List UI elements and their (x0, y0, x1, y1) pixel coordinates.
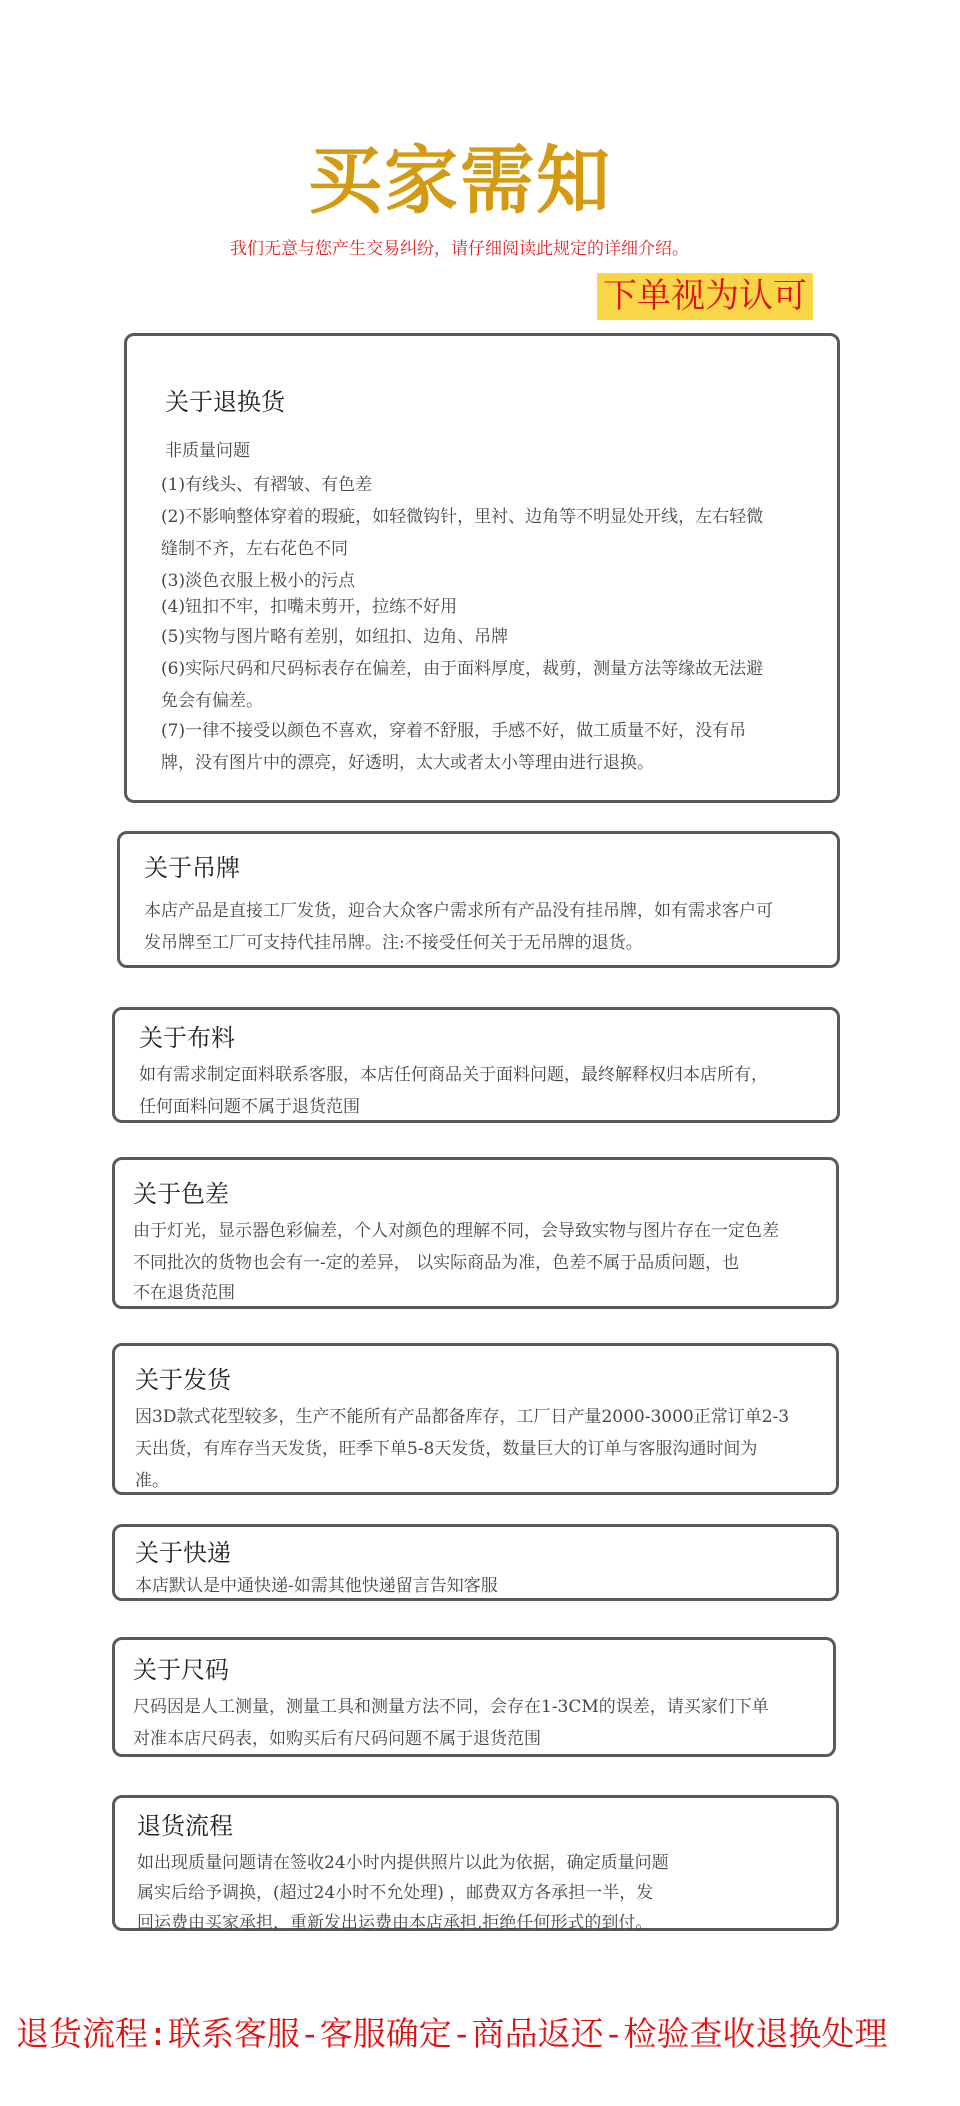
section-line: 发吊牌至工厂可支持代挂吊牌。注:不接受任何关于无吊牌的退货。 (144, 933, 643, 953)
page-title: 买家需知 (308, 138, 612, 224)
section-fabric (112, 1007, 840, 1123)
section-title: 关于退换货 (165, 388, 285, 416)
section-line: 本店默认是中通快递-如需其他快递留言告知客服 (135, 1576, 498, 1596)
section-line: 尺码因是人工测量，测量工具和测量方法不同，会存在1-3CM的误差，请买家们下单 (133, 1697, 769, 1717)
return-flow-banner: 退货流程:联系客服-客服确定-商品返还-检验查收退换处理 (16, 2014, 888, 2053)
order-acceptance-badge: 下单视为认可 (597, 273, 813, 320)
section-line: 如出现质量问题请在签收24小时内提供照片以此为依据，确定质量问题 (137, 1853, 669, 1873)
section-title: 关于快递 (135, 1539, 231, 1567)
section-line: 免会有偏差。 (161, 691, 263, 711)
section-line: (2)不影响整体穿着的瑕疵，如轻微钩针，里衬、边角等不明显处开线，左右轻微 (161, 507, 764, 527)
section-courier (112, 1524, 839, 1601)
section-subtitle: 非质量问题 (165, 441, 250, 461)
section-line: 准。 (135, 1471, 169, 1491)
section-title: 关于尺码 (133, 1656, 229, 1684)
section-line: (1)有线头、有褶皱、有色差 (161, 475, 373, 495)
section-title: 关于吊牌 (144, 854, 240, 882)
section-line: 天出货，有库存当天发货，旺季下单5-8天发货，数量巨大的订单与客服沟通时间为 (135, 1439, 758, 1459)
section-line: 如有需求制定面料联系客服，本店任何商品关于面料问题，最终解释权归本店所有， (139, 1065, 768, 1085)
section-returns (124, 333, 840, 803)
section-title: 退货流程 (137, 1812, 233, 1840)
section-line: (3)淡色衣服上极小的污点 (161, 571, 356, 591)
section-return-process (112, 1795, 839, 1931)
section-title: 关于发货 (135, 1366, 231, 1394)
section-line: 不同批次的货物也会有一-定的差异， 以实际商品为准，色差不属于品质问题，也 (133, 1253, 740, 1273)
section-line: (5)实物与图片略有差别，如纽扣、边角、吊牌 (161, 627, 509, 647)
section-tags (117, 831, 840, 968)
section-line: (4)钮扣不牢，扣嘴未剪开，拉练不好用 (161, 597, 458, 617)
section-title: 关于色差 (133, 1180, 229, 1208)
section-line: 不在退货范围 (133, 1283, 235, 1303)
section-line: 因3D款式花型较多，生产不能所有产品都备库存，工厂日产量2000-3000正常订单2-3 (135, 1407, 790, 1427)
section-line: 回运费由买家承担，重新发出运费由本店承担,拒绝任何形式的到付。 (137, 1913, 653, 1933)
section-color-difference (112, 1157, 839, 1309)
section-line: 任何面料问题不属于退货范围 (139, 1097, 360, 1117)
section-line: (6)实际尺码和尺码标表存在偏差，由于面料厚度，裁剪，测量方法等缘故无法避 (161, 659, 764, 679)
section-line: 由于灯光，显示器色彩偏差，个人对颜色的理解不同，会导致实物与图片存在一定色差 (133, 1221, 779, 1241)
section-line: 本店产品是直接工厂发货，迎合大众客户需求所有产品没有挂吊牌，如有需求客户可 (144, 901, 773, 921)
notice-text: 我们无意与您产生交易纠纷，请仔细阅读此规定的详细介绍。 (230, 239, 689, 259)
section-line: 属实后给予调换，(超过24小时不允处理) ，邮费双方各承担一半，发 (137, 1883, 654, 1903)
section-size (112, 1637, 836, 1757)
section-line: 缝制不齐，左右花色不同 (161, 539, 348, 559)
section-title: 关于布料 (139, 1024, 235, 1052)
section-shipping (112, 1343, 839, 1495)
section-line: (7)一律不接受以颜色不喜欢，穿着不舒服，手感不好，做工质量不好，没有吊 (161, 721, 747, 741)
section-line: 对准本店尺码表，如购买后有尺码问题不属于退货范围 (133, 1729, 541, 1749)
section-line: 牌，没有图片中的漂亮，好透明，太大或者太小等理由进行退换。 (161, 753, 654, 773)
